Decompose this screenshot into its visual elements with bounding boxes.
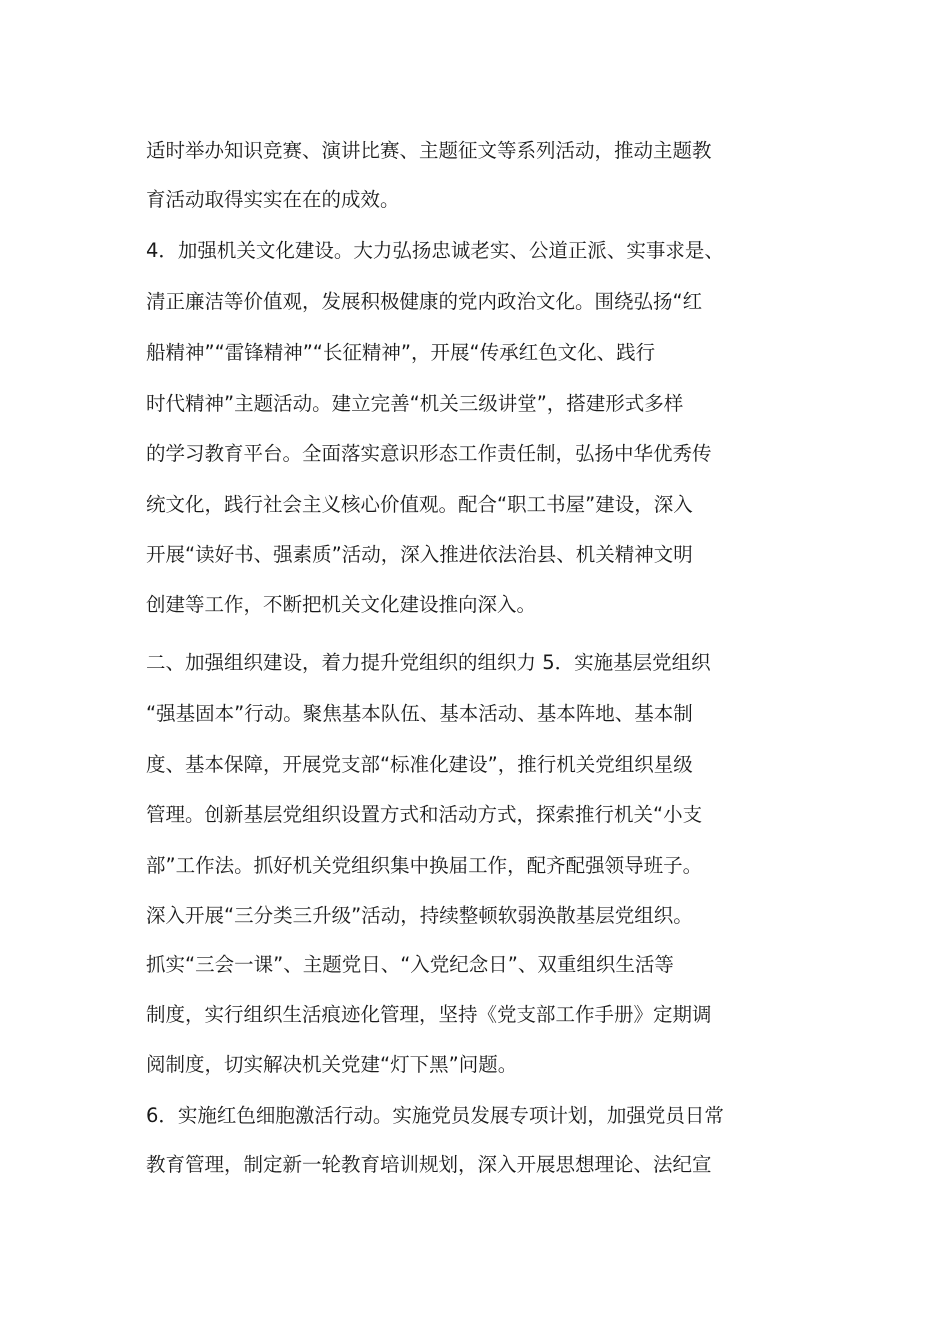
- text-line: 制度，实行组织生活痕迹化管理，坚持《党支部工作手册》定期调: [146, 1003, 712, 1026]
- text-line: 育活动取得实实在在的成效。: [146, 188, 400, 211]
- text-line: 管理。创新基层党组织设置方式和活动方式，探索推行机关“小支: [146, 803, 703, 826]
- text-line: “强基固本”行动。聚焦基本队伍、基本活动、基本阵地、基本制: [146, 702, 693, 725]
- text-line: 部”工作法。抓好机关党组织集中换届工作，配齐配强领导班子。: [146, 854, 703, 877]
- text-line: 抓实“三会一课”、主题党日、“入党纪念日”、双重组织生活等: [146, 953, 674, 976]
- text-line: 时代精神”主题活动。建立完善“机关三级讲堂”，搭建形式多样: [146, 392, 684, 415]
- text-line: 深入开展“三分类三升级”活动，持续整顿软弱涣散基层党组织。: [146, 904, 693, 927]
- text-line: 4．加强机关文化建设。大力弘扬忠诚老实、公道正派、实事求是、: [146, 239, 724, 262]
- text-line: 清正廉洁等价值观，发展积极健康的党内政治文化。围绕弘扬“红: [146, 290, 703, 313]
- text-line: 的学习教育平台。全面落实意识形态工作责任制，弘扬中华优秀传: [146, 442, 712, 465]
- text-line: 船精神”“雷锋精神”“长征精神”，开展“传承红色文化、践行: [146, 341, 656, 364]
- text-line: 适时举办知识竞赛、演讲比赛、主题征文等系列活动，推动主题教: [146, 139, 712, 162]
- text-line: 教育管理，制定新一轮教育培训规划，深入开展思想理论、法纪宣: [146, 1153, 712, 1176]
- text-line: 创建等工作，不断把机关文化建设推向深入。: [146, 593, 537, 616]
- text-line: 阅制度，切实解决机关党建“灯下黑”问题。: [146, 1053, 518, 1076]
- text-line: 度、基本保障，开展党支部“标准化建设”，推行机关党组织星级: [146, 753, 693, 776]
- text-line: 统文化，践行社会主义核心价值观。配合“职工书屋”建设，深入: [146, 493, 693, 516]
- text-line: 开展“读好书、强素质”活动，深入推进依法治县、机关精神文明: [146, 543, 693, 566]
- section-heading-line: 二、加强组织建设，着力提升党组织的组织力 5．实施基层党组织: [146, 651, 711, 674]
- text-line: 6．实施红色细胞激活行动。实施党员发展专项计划，加强党员日常: [146, 1104, 724, 1127]
